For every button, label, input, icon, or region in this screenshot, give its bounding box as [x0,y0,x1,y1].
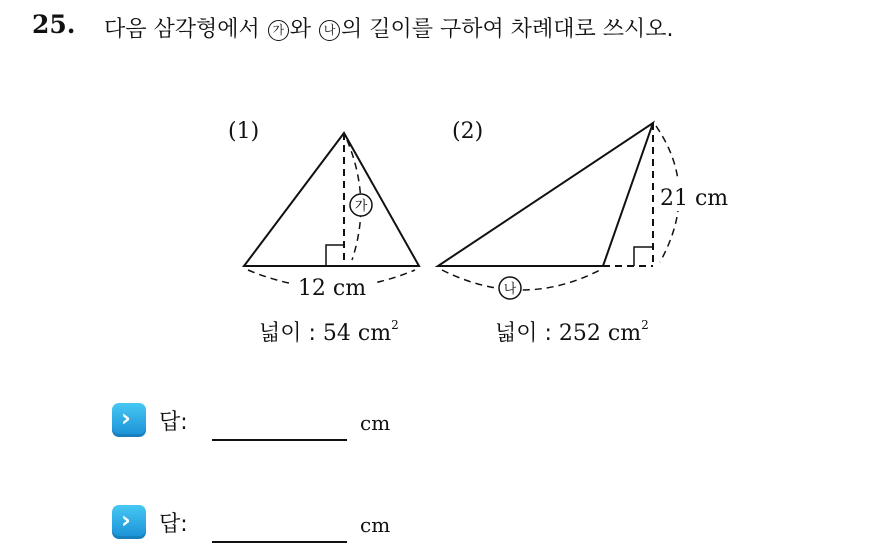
figure-1-height-mark: 가 [354,199,368,214]
right-angle-mark-2 [634,247,653,266]
mark-na-icon: 나 [319,20,340,41]
answer-blank[interactable] [212,541,347,543]
answer-blank[interactable] [212,439,347,441]
answer-unit: cm [360,411,391,435]
figure-1-label: (1) [228,119,260,144]
figure-1-area-value: 54 cm [322,321,392,346]
answer-label: 답: [159,410,188,435]
triangle-1 [244,133,419,266]
mark-ga-icon: 가 [268,20,289,41]
figure-1-area-prefix: 넓이 : [259,321,323,346]
question-text-before: 다음 삼각형에서 [104,17,267,42]
question-number: 25. [32,10,76,39]
figure-2-height-label: 21 cm [660,186,729,211]
figure-2-label: (2) [452,119,484,144]
figure-2-area-exp: 2 [641,318,649,332]
figure-1-area [259,318,399,346]
figure-2-area-prefix: 넓이 : [495,321,559,346]
chevron-right-icon: › [112,505,146,539]
chevron-right-icon: › [112,403,146,437]
answer-label: 답: [159,512,188,537]
figure-2-area-value: 252 cm [558,321,642,346]
right-angle-mark-1 [326,245,344,266]
answer-unit: cm [360,513,391,537]
figure-1-area-exp: 2 [391,318,399,332]
question-text-after: 의 길이를 구하여 차례대로 쓰시오. [341,17,674,42]
triangle-2 [438,123,653,266]
question-text-mid: 와 [289,17,319,42]
figure-1-base-label: 12 cm [297,276,367,301]
figure-2-area [495,318,649,346]
figure-2-base-mark: 나 [503,282,517,297]
